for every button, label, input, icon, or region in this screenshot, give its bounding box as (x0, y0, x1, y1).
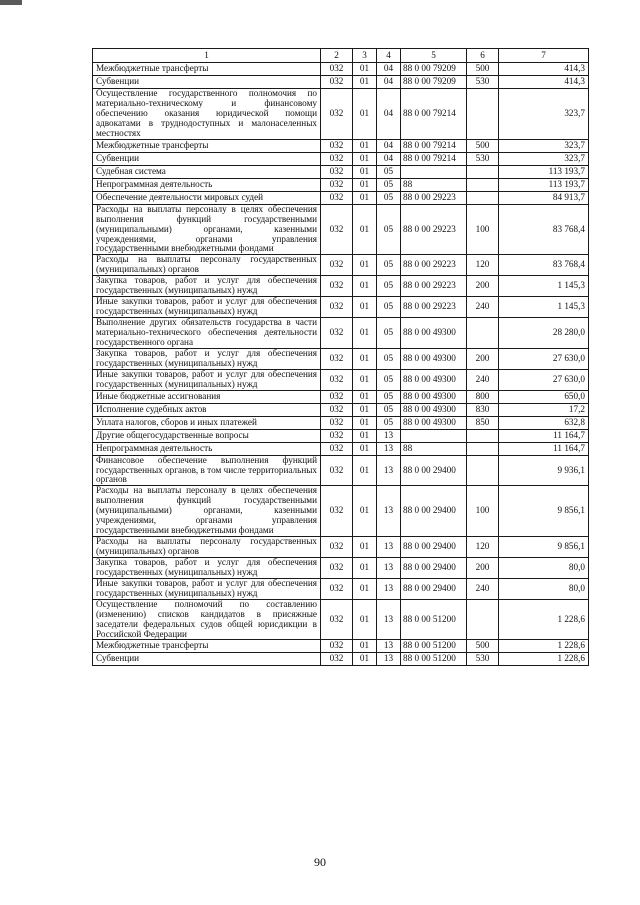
expense-name-cell: Другие общегосударственные вопросы (93, 429, 321, 442)
expense-name-cell: Закупка товаров, работ и услуг для обеспечения государственных (муниципальных) нужд (93, 557, 321, 578)
expense-type-code-cell: 200 (467, 276, 499, 297)
table-row (93, 455, 589, 486)
admin-code-cell: 032 (321, 403, 353, 416)
subsection-code-cell: 04 (377, 76, 401, 89)
subsection-code-cell: 13 (377, 578, 401, 599)
target-article-code-cell: 88 0 00 29400 (401, 455, 467, 486)
subsection-code-cell: 13 (377, 486, 401, 537)
admin-code-cell: 032 (321, 640, 353, 653)
subsection-code-cell: 13 (377, 442, 401, 455)
expense-type-code-cell: 500 (467, 63, 499, 76)
target-article-code-cell: 88 0 00 29223 (401, 297, 467, 318)
section-code-cell: 01 (353, 455, 377, 486)
table-row (93, 139, 589, 152)
expense-type-code-cell (467, 429, 499, 442)
table-row (93, 390, 589, 403)
amount-cell: 27 630,0 (499, 348, 589, 369)
header-col-5: 5 (401, 49, 467, 63)
section-code-cell: 01 (353, 369, 377, 390)
amount-cell: 650,0 (499, 390, 589, 403)
amount-cell: 9 856,1 (499, 486, 589, 537)
section-code-cell: 01 (353, 599, 377, 640)
amount-cell: 323,7 (499, 89, 589, 140)
subsection-code-cell: 05 (377, 191, 401, 204)
amount-cell: 414,3 (499, 76, 589, 89)
subsection-code-cell: 05 (377, 369, 401, 390)
section-code-cell: 01 (353, 442, 377, 455)
expense-name-cell: Субвенции (93, 653, 321, 666)
expense-name-cell: Исполнение судебных актов (93, 403, 321, 416)
amount-cell: 28 280,0 (499, 318, 589, 349)
section-code-cell: 01 (353, 76, 377, 89)
header-col-1: 1 (93, 49, 321, 63)
target-article-code-cell: 88 0 00 29400 (401, 537, 467, 558)
header-col-4: 4 (377, 49, 401, 63)
target-article-code-cell: 88 0 00 29400 (401, 486, 467, 537)
subsection-code-cell: 13 (377, 599, 401, 640)
admin-code-cell: 032 (321, 276, 353, 297)
table-row (93, 578, 589, 599)
table-row (93, 486, 589, 537)
amount-cell: 11 164,7 (499, 442, 589, 455)
admin-code-cell: 032 (321, 255, 353, 276)
expense-type-code-cell (467, 318, 499, 349)
expense-type-code-cell: 240 (467, 578, 499, 599)
subsection-code-cell: 05 (377, 403, 401, 416)
target-article-code-cell (401, 165, 467, 178)
target-article-code-cell: 88 0 00 51200 (401, 640, 467, 653)
expense-name-cell: Межбюджетные трансферты (93, 139, 321, 152)
admin-code-cell: 032 (321, 152, 353, 165)
target-article-code-cell: 88 0 00 29223 (401, 204, 467, 255)
table-row (93, 416, 589, 429)
expense-type-code-cell (467, 178, 499, 191)
expense-name-cell: Выполнение других обязательств государства в части материально-технического обеспечения деятельности государственного органа (93, 318, 321, 349)
admin-code-cell: 032 (321, 486, 353, 537)
admin-code-cell: 032 (321, 369, 353, 390)
expense-type-code-cell: 200 (467, 557, 499, 578)
subsection-code-cell: 05 (377, 255, 401, 276)
target-article-code-cell: 88 0 00 79209 (401, 76, 467, 89)
target-article-code-cell: 88 0 00 49300 (401, 390, 467, 403)
expense-name-cell: Обеспечение деятельности мировых судей (93, 191, 321, 204)
expense-name-cell: Иные закупки товаров, работ и услуг для обеспечения государственных (муниципальных) нужд (93, 578, 321, 599)
expense-type-code-cell: 800 (467, 390, 499, 403)
amount-cell: 80,0 (499, 578, 589, 599)
target-article-code-cell: 88 (401, 442, 467, 455)
expense-name-cell: Осуществление полномочий по составлению (изменению) списков кандидатов в присяжные заседатели федеральных судов общей юрисдикции в Российской Федерации (93, 599, 321, 640)
subsection-code-cell: 05 (377, 204, 401, 255)
expense-type-code-cell: 100 (467, 204, 499, 255)
scan-edge-mark (0, 0, 22, 5)
table-row (93, 599, 589, 640)
table-row (93, 255, 589, 276)
expense-name-cell: Непрограммная деятельность (93, 178, 321, 191)
expense-name-cell: Закупка товаров, работ и услуг для обеспечения государственных (муниципальных) нужд (93, 276, 321, 297)
header-col-7: 7 (499, 49, 589, 63)
subsection-code-cell: 13 (377, 557, 401, 578)
expense-type-code-cell: 240 (467, 369, 499, 390)
admin-code-cell: 032 (321, 578, 353, 599)
section-code-cell: 01 (353, 178, 377, 191)
table-row (93, 429, 589, 442)
expense-type-code-cell: 120 (467, 255, 499, 276)
expense-name-cell: Межбюджетные трансферты (93, 640, 321, 653)
expense-type-code-cell: 120 (467, 537, 499, 558)
expense-name-cell: Закупка товаров, работ и услуг для обеспечения государственных (муниципальных) нужд (93, 348, 321, 369)
section-code-cell: 01 (353, 204, 377, 255)
subsection-code-cell: 05 (377, 165, 401, 178)
amount-cell: 113 193,7 (499, 165, 589, 178)
expense-type-code-cell: 500 (467, 640, 499, 653)
section-code-cell: 01 (353, 640, 377, 653)
target-article-code-cell: 88 0 00 79209 (401, 63, 467, 76)
subsection-code-cell: 05 (377, 390, 401, 403)
expense-type-code-cell (467, 191, 499, 204)
target-article-code-cell: 88 0 00 51200 (401, 653, 467, 666)
expense-type-code-cell: 530 (467, 76, 499, 89)
expense-name-cell: Расходы на выплаты персоналу государственных (муниципальных) органов (93, 537, 321, 558)
admin-code-cell: 032 (321, 442, 353, 455)
section-code-cell: 01 (353, 139, 377, 152)
expense-name-cell: Субвенции (93, 152, 321, 165)
table-row (93, 369, 589, 390)
section-code-cell: 01 (353, 89, 377, 140)
subsection-code-cell: 13 (377, 640, 401, 653)
admin-code-cell: 032 (321, 557, 353, 578)
table-row (93, 204, 589, 255)
section-code-cell: 01 (353, 318, 377, 349)
section-code-cell: 01 (353, 297, 377, 318)
table-row (93, 191, 589, 204)
subsection-code-cell: 05 (377, 178, 401, 191)
page-number: 90 (314, 855, 326, 869)
table-row (93, 76, 589, 89)
expense-type-code-cell: 830 (467, 403, 499, 416)
amount-cell: 323,7 (499, 152, 589, 165)
amount-cell: 9 856,1 (499, 537, 589, 558)
amount-cell: 9 936,1 (499, 455, 589, 486)
section-code-cell: 01 (353, 653, 377, 666)
subsection-code-cell: 13 (377, 429, 401, 442)
section-code-cell: 01 (353, 403, 377, 416)
section-code-cell: 01 (353, 537, 377, 558)
amount-cell: 1 145,3 (499, 276, 589, 297)
expense-name-cell: Субвенции (93, 76, 321, 89)
table-row (93, 442, 589, 455)
expense-type-code-cell: 500 (467, 139, 499, 152)
admin-code-cell: 032 (321, 139, 353, 152)
subsection-code-cell: 05 (377, 416, 401, 429)
amount-cell: 1 228,6 (499, 653, 589, 666)
target-article-code-cell: 88 0 00 29223 (401, 191, 467, 204)
admin-code-cell: 032 (321, 297, 353, 318)
target-article-code-cell: 88 0 00 79214 (401, 139, 467, 152)
header-col-6: 6 (467, 49, 499, 63)
section-code-cell: 01 (353, 348, 377, 369)
section-code-cell: 01 (353, 255, 377, 276)
subsection-code-cell: 05 (377, 318, 401, 349)
target-article-code-cell: 88 0 00 79214 (401, 89, 467, 140)
expense-type-code-cell: 850 (467, 416, 499, 429)
expense-name-cell: Уплата налогов, сборов и иных платежей (93, 416, 321, 429)
table-body (93, 63, 589, 666)
target-article-code-cell: 88 0 00 49300 (401, 318, 467, 349)
expense-name-cell: Осуществление государственного полномочия по материально-техническому и финансовому обеспечению оказания юридической помощи адвокатами в труднодоступных и малонаселенных местностях (93, 89, 321, 140)
amount-cell: 414,3 (499, 63, 589, 76)
section-code-cell: 01 (353, 390, 377, 403)
target-article-code-cell: 88 (401, 178, 467, 191)
admin-code-cell: 032 (321, 191, 353, 204)
section-code-cell: 01 (353, 557, 377, 578)
expense-name-cell: Межбюджетные трансферты (93, 63, 321, 76)
subsection-code-cell: 05 (377, 348, 401, 369)
header-col-3: 3 (353, 49, 377, 63)
table-row (93, 348, 589, 369)
target-article-code-cell: 88 0 00 29400 (401, 557, 467, 578)
section-code-cell: 01 (353, 416, 377, 429)
amount-cell: 1 228,6 (499, 599, 589, 640)
expense-name-cell: Расходы на выплаты персоналу в целях обеспечения выполнения функций государственными (муниципальными) органами, казенными учреждениями, органами управления государственными внебюджетными фондами (93, 486, 321, 537)
target-article-code-cell: 88 0 00 79214 (401, 152, 467, 165)
header-col-2: 2 (321, 49, 353, 63)
admin-code-cell: 032 (321, 429, 353, 442)
amount-cell: 83 768,4 (499, 255, 589, 276)
target-article-code-cell (401, 429, 467, 442)
admin-code-cell: 032 (321, 416, 353, 429)
subsection-code-cell: 04 (377, 63, 401, 76)
expense-type-code-cell (467, 455, 499, 486)
target-article-code-cell: 88 0 00 29400 (401, 578, 467, 599)
table-row (93, 318, 589, 349)
expense-type-code-cell (467, 165, 499, 178)
table-row (93, 152, 589, 165)
amount-cell: 84 913,7 (499, 191, 589, 204)
target-article-code-cell: 88 0 00 51200 (401, 599, 467, 640)
amount-cell: 11 164,7 (499, 429, 589, 442)
section-code-cell: 01 (353, 429, 377, 442)
subsection-code-cell: 05 (377, 276, 401, 297)
target-article-code-cell: 88 0 00 29223 (401, 255, 467, 276)
table-row (93, 403, 589, 416)
amount-cell: 113 193,7 (499, 178, 589, 191)
subsection-code-cell: 05 (377, 297, 401, 318)
amount-cell: 1 145,3 (499, 297, 589, 318)
section-code-cell: 01 (353, 276, 377, 297)
expense-name-cell: Расходы на выплаты персоналу в целях обеспечения выполнения функций государственными (муниципальными) органами, казенными учреждениями, органами управления государственными внебюджетными фондами (93, 204, 321, 255)
amount-cell: 17,2 (499, 403, 589, 416)
table-header (93, 49, 589, 63)
expense-name-cell: Иные закупки товаров, работ и услуг для обеспечения государственных (муниципальных) нужд (93, 297, 321, 318)
table-row (93, 178, 589, 191)
admin-code-cell: 032 (321, 178, 353, 191)
table-row (93, 537, 589, 558)
expense-type-code-cell: 200 (467, 348, 499, 369)
expense-type-code-cell: 240 (467, 297, 499, 318)
admin-code-cell: 032 (321, 204, 353, 255)
subsection-code-cell: 04 (377, 152, 401, 165)
table-row (93, 63, 589, 76)
expense-name-cell: Иные бюджетные ассигнования (93, 390, 321, 403)
section-code-cell: 01 (353, 165, 377, 178)
admin-code-cell: 032 (321, 599, 353, 640)
admin-code-cell: 032 (321, 165, 353, 178)
admin-code-cell: 032 (321, 653, 353, 666)
admin-code-cell: 032 (321, 455, 353, 486)
admin-code-cell: 032 (321, 89, 353, 140)
admin-code-cell: 032 (321, 318, 353, 349)
expense-name-cell: Непрограммная деятельность (93, 442, 321, 455)
admin-code-cell: 032 (321, 537, 353, 558)
subsection-code-cell: 13 (377, 455, 401, 486)
table-row (93, 640, 589, 653)
amount-cell: 632,8 (499, 416, 589, 429)
expense-type-code-cell: 100 (467, 486, 499, 537)
expense-type-code-cell (467, 599, 499, 640)
section-code-cell: 01 (353, 191, 377, 204)
section-code-cell: 01 (353, 486, 377, 537)
subsection-code-cell: 04 (377, 139, 401, 152)
target-article-code-cell: 88 0 00 49300 (401, 348, 467, 369)
table-row (93, 165, 589, 178)
subsection-code-cell: 04 (377, 89, 401, 140)
amount-cell: 323,7 (499, 139, 589, 152)
amount-cell: 83 768,4 (499, 204, 589, 255)
target-article-code-cell: 88 0 00 29223 (401, 276, 467, 297)
subsection-code-cell: 13 (377, 537, 401, 558)
table-row (93, 276, 589, 297)
target-article-code-cell: 88 0 00 49300 (401, 416, 467, 429)
admin-code-cell: 032 (321, 348, 353, 369)
table-row (93, 653, 589, 666)
admin-code-cell: 032 (321, 390, 353, 403)
section-code-cell: 01 (353, 578, 377, 599)
expense-type-code-cell: 530 (467, 653, 499, 666)
amount-cell: 80,0 (499, 557, 589, 578)
target-article-code-cell: 88 0 00 49300 (401, 403, 467, 416)
expense-type-code-cell: 530 (467, 152, 499, 165)
expense-type-code-cell (467, 89, 499, 140)
section-code-cell: 01 (353, 152, 377, 165)
admin-code-cell: 032 (321, 63, 353, 76)
admin-code-cell: 032 (321, 76, 353, 89)
expense-name-cell: Финансовое обеспечение выполнения функций государственных органов, в том числе территориальных органов (93, 455, 321, 486)
target-article-code-cell: 88 0 00 49300 (401, 369, 467, 390)
expense-name-cell: Судебная система (93, 165, 321, 178)
table-row (93, 297, 589, 318)
section-code-cell: 01 (353, 63, 377, 76)
budget-table (92, 48, 589, 666)
table-row (93, 557, 589, 578)
expense-name-cell: Иные закупки товаров, работ и услуг для обеспечения государственных (муниципальных) нужд (93, 369, 321, 390)
table-row (93, 89, 589, 140)
amount-cell: 27 630,0 (499, 369, 589, 390)
expense-type-code-cell (467, 442, 499, 455)
expense-name-cell: Расходы на выплаты персоналу государственных (муниципальных) органов (93, 255, 321, 276)
subsection-code-cell: 13 (377, 653, 401, 666)
amount-cell: 1 228,6 (499, 640, 589, 653)
